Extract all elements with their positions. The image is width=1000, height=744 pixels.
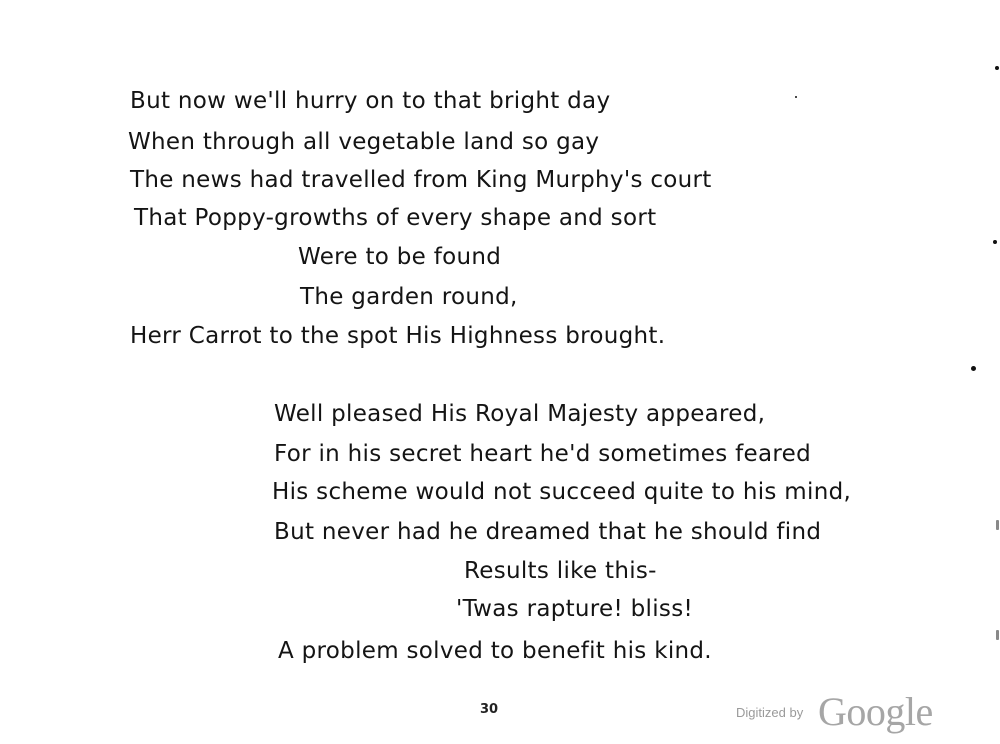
poem-line: But never had he dreamed that he should find xyxy=(274,519,822,545)
poem-line: When through all vegetable land so gay xyxy=(128,129,600,155)
poem-line: A problem solved to benefit his kind. xyxy=(278,638,712,664)
google-logo: Google xyxy=(818,689,933,734)
scan-speck xyxy=(996,520,999,530)
poem-line: The news had travelled from King Murphy's court xyxy=(130,167,712,193)
poem-line: His scheme would not succeed quite to his mind, xyxy=(272,479,852,505)
poem-line: But now we'll hurry on to that bright day xyxy=(130,88,611,114)
poem-line: 'Twas rapture! bliss! xyxy=(456,596,694,622)
poem-line: Herr Carrot to the spot His Highness brought. xyxy=(130,323,666,349)
scan-speck xyxy=(795,96,797,98)
poem-line: Results like this- xyxy=(464,558,657,584)
watermark-prefix: Digitized by xyxy=(736,705,804,720)
poem-line: For in his secret heart he'd sometimes feared xyxy=(274,441,811,467)
page-number: 30 xyxy=(480,702,499,717)
digitized-watermark xyxy=(736,688,946,732)
poem-line: Well pleased His Royal Majesty appeared, xyxy=(274,401,766,427)
scan-speck xyxy=(971,366,976,371)
poem-line: The garden round, xyxy=(300,284,518,310)
poem-line: That Poppy-growths of every shape and sort xyxy=(134,205,657,231)
poem-line: Were to be found xyxy=(298,244,502,270)
scan-speck xyxy=(995,66,999,70)
scan-speck xyxy=(993,240,997,244)
scan-speck xyxy=(996,630,999,640)
